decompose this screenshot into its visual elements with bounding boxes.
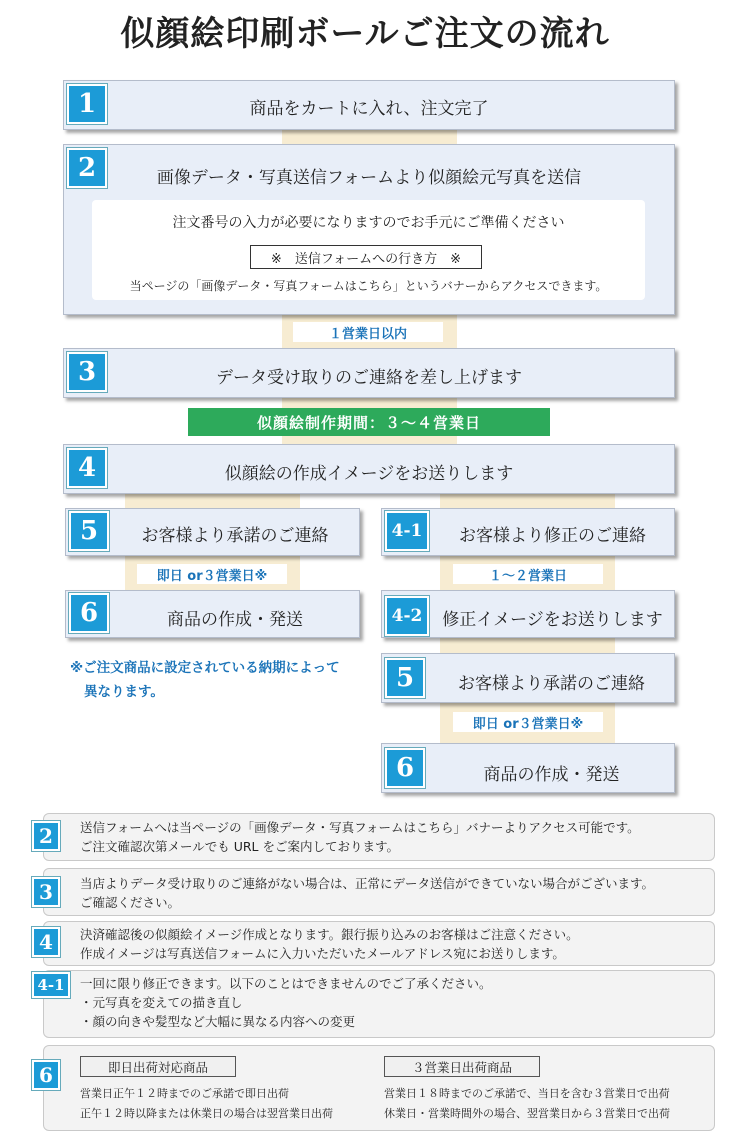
tag-sameday-right: 即日 or３営業日※	[453, 712, 603, 732]
connector	[440, 638, 615, 653]
note-4-number: 4	[32, 927, 60, 957]
note-4-1-number: 4-1	[32, 972, 70, 998]
step-2-info-line: 注文番号の入力が必要になりますのでお手元にご準備ください	[172, 215, 565, 231]
production-period-banner: 似顔絵制作期間：３～４営業日	[188, 408, 550, 436]
step-2-number: 2	[67, 148, 107, 188]
delivery-note-line-2: 異なります。	[84, 684, 164, 700]
step-6-label: 商品の作成・発送	[167, 610, 303, 630]
three-day-shipping-text	[384, 1084, 670, 1124]
step-1-number: 1	[67, 84, 107, 124]
form-howto-box: ※ 送信フォームへの行き方 ※	[250, 245, 482, 269]
step-4-2-label: 修正イメージをお送りします	[442, 610, 663, 630]
note-4-line-1: 決済確認後の似顔絵イメージ作成となります。銀行振り込みのお客様はご注意ください。	[80, 927, 579, 942]
note-2-number: 2	[32, 821, 60, 851]
delivery-note-line-1: ※ご注文商品に設定されている納期によって	[70, 660, 340, 676]
note-4-1-line-1: 一回に限り修正できます。以下のことはできませんのでご了承ください。	[80, 976, 492, 991]
tag-sameday-left: 即日 or３営業日※	[137, 564, 287, 584]
step-6b-label: 商品の作成・発送	[483, 765, 620, 785]
step-1-label: 商品をカートに入れ、注文完了	[249, 99, 489, 119]
three-day-line-2: 休業日・営業時間外の場合、翌営業日から３営業日で出荷	[384, 1107, 670, 1120]
step-2-info-line-2: 当ページの「画像データ・写真フォームはこちら」というバナーからアクセスできます。	[129, 279, 608, 293]
note-3-line-2: ご確認ください。	[80, 895, 181, 910]
sameday-shipping-title: 即日出荷対応商品	[80, 1056, 236, 1077]
step-4-2-number: 4-2	[385, 596, 429, 636]
step-4-1-number: 4-1	[385, 511, 429, 551]
step-5b-number: 5	[385, 658, 425, 698]
connector	[440, 494, 615, 508]
note-3-number: 3	[32, 877, 60, 907]
step-5-number: 5	[69, 511, 109, 551]
step-4-1-label: お客様より修正のご連絡	[459, 526, 646, 546]
page-title: 似顔絵印刷ボールご注文の流れ	[120, 14, 610, 54]
note-4-text	[80, 925, 579, 963]
step-4-label: 似顔絵の作成イメージをお送りします	[224, 464, 514, 484]
three-day-line-1: 営業日１８時までのご承諾で、当日を含む３営業日で出荷	[384, 1087, 670, 1100]
sameday-shipping-text	[80, 1084, 333, 1124]
step-2-label: 画像データ・写真送信フォームより似顔絵元写真を送信	[156, 168, 582, 188]
connector	[125, 494, 300, 508]
step-5b-label: お客様より承諾のご連絡	[458, 674, 645, 694]
note-4-1-line-2: ・元写真を変えての描き直し	[80, 995, 243, 1010]
step-3-number: 3	[67, 352, 107, 392]
note-4-line-2: 作成イメージは写真送信フォームに入力いただいたメールアドレス宛にお送りします。	[80, 946, 565, 961]
note-3-text	[80, 874, 654, 912]
note-2-line-1: 送信フォームへは当ページの「画像データ・写真フォームはこちら」バナーよりアクセス可能です。	[80, 820, 640, 835]
connector	[282, 130, 457, 144]
note-4-1-line-3: ・顔の向きや髪型など大幅に異なる内容への変更	[80, 1014, 356, 1029]
tag-one-two-days: １～２営業日	[453, 564, 603, 584]
step-6-number: 6	[69, 593, 109, 633]
step-4-number: 4	[67, 448, 107, 488]
delivery-note	[70, 656, 340, 704]
note-2-line-2: ご注文確認次第メールでも URL をご案内しております。	[80, 839, 399, 854]
tag-within-one-day: １営業日以内	[293, 322, 443, 342]
note-3-line-1: 当店よりデータ受け取りのご連絡がない場合は、正常にデータ送信ができていない場合がございます。	[80, 876, 655, 891]
note-2-text	[80, 818, 640, 856]
sameday-line-1: 営業日正午１２時までのご承諾で即日出荷	[80, 1087, 289, 1100]
three-day-shipping-title: ３営業日出荷商品	[384, 1056, 540, 1077]
note-4-1-text	[80, 974, 492, 1031]
step-6b-number: 6	[385, 748, 425, 788]
step-5-label: お客様より承諾のご連絡	[141, 526, 329, 546]
note-6-number: 6	[32, 1060, 60, 1090]
sameday-line-2: 正午１２時以降または休業日の場合は翌営業日出荷	[80, 1107, 333, 1120]
step-3-label: データ受け取りのご連絡を差し上げます	[216, 368, 522, 388]
